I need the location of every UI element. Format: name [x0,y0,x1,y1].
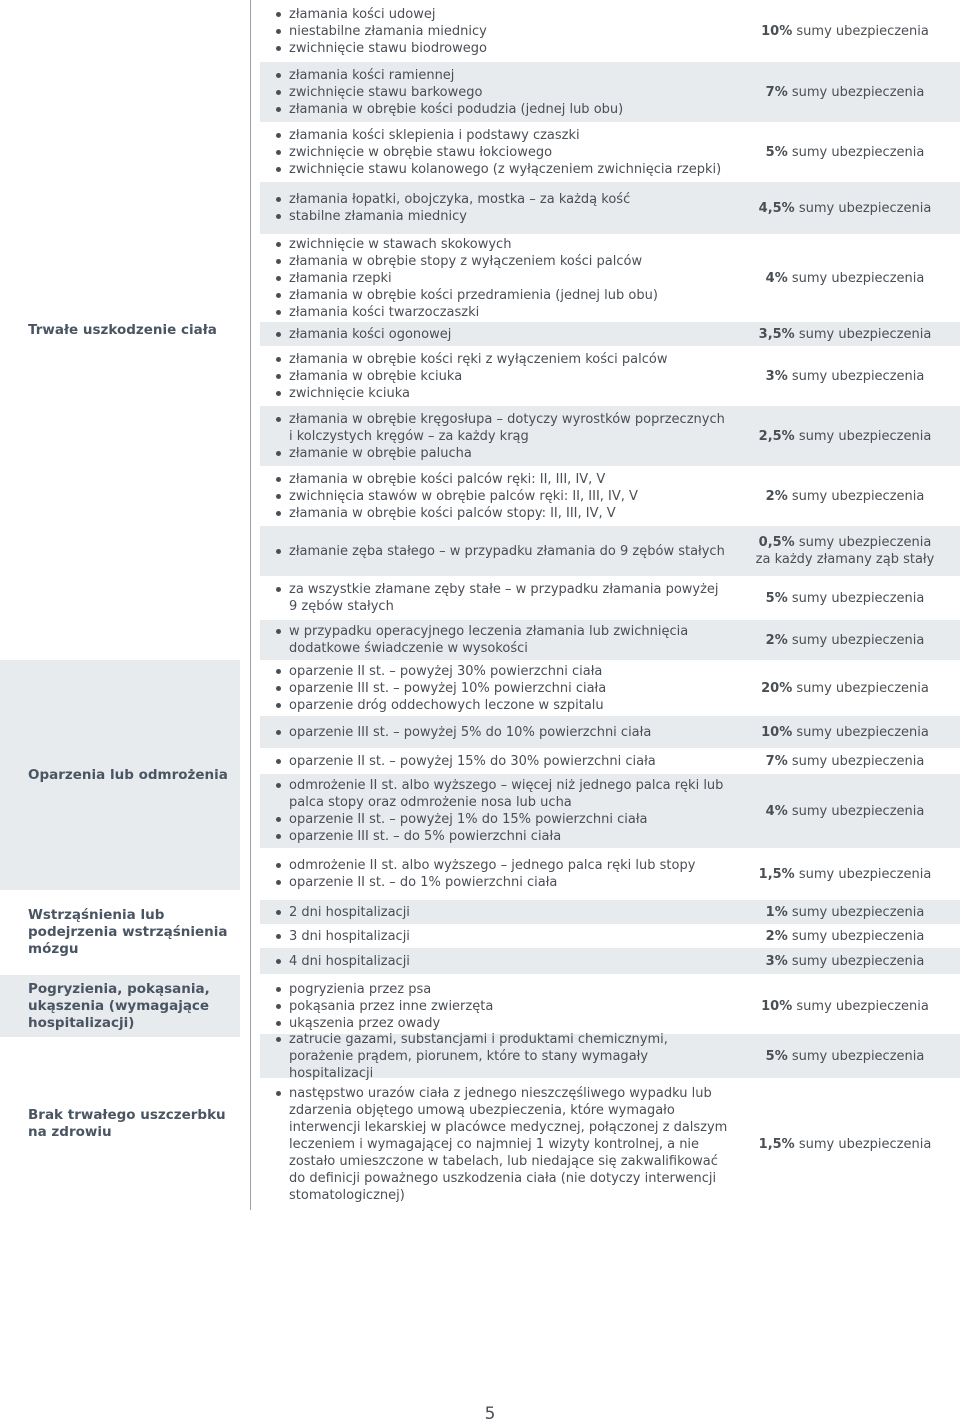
column-divider [250,0,251,1210]
benefit-percent: 4% [765,270,788,286]
injury-item: oparzenie II st. – powyżej 30% powierzchni ciała [276,663,730,680]
benefit-label: sumy ubezpieczenia [791,632,925,648]
benefit-row [260,466,960,526]
injury-item: oparzenie III st. – do 5% powierzchni ciała [276,828,730,845]
benefit-row [260,1031,960,1081]
injury-item: 4 dni hospitalizacji [276,953,730,970]
category-no-permanent-injury: Brak trwałego uszczerbku na zdrowiu [28,1106,226,1140]
benefit-label: sumy ubezpieczenia [791,904,925,920]
injury-item: zwichnięcia stawów w obrębie palców ręki: II, III, IV, V [276,488,730,505]
injury-item: złamania kości ramiennej [276,67,730,84]
benefit-row [260,234,960,322]
page-number: 5 [484,1404,496,1424]
benefit-percent: 1% [765,904,788,920]
injury-list [260,471,730,522]
injury-item: złamania w obrębie kości przedramienia (jednej lub obu) [276,287,730,304]
injury-item: oparzenie II st. – powyżej 15% do 30% powierzchni ciała [276,753,730,770]
injury-item: 3 dni hospitalizacji [276,928,730,945]
benefit-row [260,1078,960,1210]
benefit-label: sumy ubezpieczenia [796,724,929,740]
category-bites: Pogryzienia, pokąsania, ukąszenia (wymagające hospitalizacji) [0,975,240,1037]
benefit-row [260,774,960,848]
benefit-label: sumy ubezpieczenia [791,270,925,286]
injury-item: oparzenie III st. – powyżej 5% do 10% powierzchni ciała [276,724,730,741]
injury-list [260,953,730,970]
injury-item: 2 dni hospitalizacji [276,904,730,921]
benefit-value [730,270,960,287]
benefit-percent: 4,5% [758,200,795,216]
benefit-label: sumy ubezpieczenia [796,23,929,39]
injury-item: złamania w obrębie kości palców stopy: II, III, IV, V [276,505,730,522]
injury-item: złamania łopatki, obojczyka, mostka – za każdą kość [276,191,730,208]
benefit-value [730,23,960,40]
benefit-label: sumy ubezpieczenia [791,488,925,504]
category-permanent-injury: Trwałe uszkodzenie ciała [28,321,217,338]
benefit-row [260,716,960,748]
injury-item: złamanie zęba stałego – w przypadku złamania do 9 zębów stałych [276,543,730,560]
benefit-value [730,488,960,505]
category-concussion: Wstrząśnienia lub podejrzenia wstrząśnienia mózgu [28,907,228,957]
injury-item: pokąsania przez inne zwierzęta [276,998,730,1015]
benefit-percent: 10% [761,998,793,1014]
benefit-value [730,803,960,820]
benefit-row [260,346,960,406]
injury-list [260,326,730,343]
injury-list [260,411,730,462]
benefit-percent: 3,5% [758,326,795,342]
benefit-percent: 1,5% [758,1136,795,1152]
injury-item: złamanie w obrębie palucha [276,445,730,462]
benefit-percent: 2% [765,632,788,648]
benefit-value [730,724,960,741]
benefit-value [730,953,960,970]
injury-item: złamania kości sklepienia i podstawy czaszki [276,127,730,144]
benefit-row [260,122,960,182]
injury-item: złamania w obrębie kręgosłupa – dotyczy wyrostków poprzecznych i kolczystych kręgów – za każdy krąg [276,411,730,445]
benefit-row [260,526,960,576]
benefit-value [730,144,960,161]
injury-list [260,127,730,178]
injury-item: złamania w obrębie kości ręki z wyłączeniem kości palców [276,351,730,368]
benefit-value [730,928,960,945]
benefit-value [730,1136,960,1153]
injury-item: zwichnięcie kciuka [276,385,730,402]
benefit-row [260,848,960,900]
benefit-percent: 7% [765,753,788,769]
injury-list [260,1031,730,1082]
category-burns-frostbite: Oparzenia lub odmrożenia [0,660,240,890]
benefit-percent: 2% [765,928,788,944]
injury-item: złamania kości ogonowej [276,326,730,343]
benefit-label: sumy ubezpieczenia [796,680,929,696]
injury-item: złamania rzepki [276,270,730,287]
benefit-percent: 2% [765,488,788,504]
benefit-label: sumy ubezpieczenia [791,590,925,606]
injury-item: zwichnięcie stawu barkowego [276,84,730,101]
injury-item: złamania w obrębie kciuka [276,368,730,385]
injury-list [260,191,730,225]
benefit-row [260,62,960,122]
injury-item: zwichnięcie stawu biodrowego [276,40,730,57]
benefit-note: za każdy złamany ząb stały [755,552,935,567]
benefit-label: sumy ubezpieczenia [798,1136,932,1152]
benefit-value [730,84,960,101]
injury-item: niestabilne złamania miednicy [276,23,730,40]
injury-item: następstwo urazów ciała z jednego nieszczęśliwego wypadku lub zdarzenia objętego umową ubezpieczenia, które wymagało interwencji lekarskiej w placówce medycznej, połączonej z dalszym leczeniem i wymagającej co najmniej 1 wizyty kontrolnej, a nie zostało umieszczone w tabelach, lub niedające się zakwalifikować do definicji poważnego uszkodzenia ciała (nie dotyczy interwencji stomatologicznej) [276,1085,730,1204]
benefit-percent: 0,5% [758,535,795,550]
benefit-percent: 5% [765,1048,788,1064]
benefit-percent: 7% [765,84,788,100]
benefit-label: sumy ubezpieczenia [796,998,929,1014]
benefit-row [260,322,960,346]
injury-list [260,724,730,741]
benefit-value [730,428,960,445]
benefit-value [730,753,960,770]
benefit-row [260,576,960,620]
benefit-label: sumy ubezpieczenia [798,535,932,550]
benefit-label: sumy ubezpieczenia [791,953,925,969]
benefit-label: sumy ubezpieczenia [791,144,925,160]
benefit-percent: 2,5% [758,428,795,444]
benefit-value [730,632,960,649]
injury-item: oparzenie III st. – powyżej 10% powierzchni ciała [276,680,730,697]
injury-item: złamania w obrębie kości palców ręki: II, III, IV, V [276,471,730,488]
benefit-percent: 3% [765,368,788,384]
injury-list [260,857,730,891]
benefit-percent: 10% [761,23,793,39]
injury-list [260,663,730,714]
benefit-label: sumy ubezpieczenia [791,753,925,769]
injury-list [260,777,730,845]
benefit-value [730,326,960,343]
injury-list [260,543,730,560]
benefit-row [260,978,960,1034]
injury-item: odmrożenie II st. albo wyższego – więcej niż jednego palca ręki lub palca stopy oraz odmrożenie nosa lub ucha [276,777,730,811]
benefit-row [260,948,960,974]
injury-list [260,753,730,770]
benefit-value [730,200,960,217]
benefit-row [260,0,960,62]
injury-item: oparzenie II st. – do 1% powierzchni ciała [276,874,730,891]
benefit-row [260,620,960,660]
benefit-value [730,534,960,568]
injury-item: stabilne złamania miednicy [276,208,730,225]
benefit-value [730,866,960,883]
injury-item: złamania w obrębie stopy z wyłączeniem kości palców [276,253,730,270]
benefit-value [730,590,960,607]
benefit-row [260,182,960,234]
injury-item: w przypadku operacyjnego leczenia złamania lub zwichnięcia dodatkowe świadczenie w wysokości [276,623,730,657]
injury-item: zatrucie gazami, substancjami i produktami chemicznymi, porażenie prądem, piorunem, które to stany wymagały hospitalizacji [276,1031,730,1082]
benefit-percent: 10% [761,724,793,740]
benefit-label: sumy ubezpieczenia [791,803,925,819]
benefit-value [730,998,960,1015]
injury-list [260,351,730,402]
benefit-percent: 1,5% [758,866,795,882]
injury-item: odmrożenie II st. albo wyższego – jednego palca ręki lub stopy [276,857,730,874]
injury-item: złamania kości udowej [276,6,730,23]
benefit-value [730,1048,960,1065]
injury-list [260,6,730,57]
benefit-percent: 5% [765,144,788,160]
injury-item: zwichnięcie stawu kolanowego (z wyłączeniem zwichnięcia rzepki) [276,161,730,178]
benefit-label: sumy ubezpieczenia [798,200,932,216]
benefit-row [260,406,960,466]
injury-list [260,904,730,921]
injury-item: oparzenie dróg oddechowych leczone w szpitalu [276,697,730,714]
injury-item: pogryzienia przez psa [276,981,730,998]
benefit-row [260,900,960,924]
benefit-value [730,680,960,697]
benefit-row [260,660,960,716]
injury-item: ukąszenia przez owady [276,1015,730,1032]
benefit-percent: 5% [765,590,788,606]
injury-list [260,928,730,945]
injury-item: za wszystkie złamane zęby stałe – w przypadku złamania powyżej 9 zębów stałych [276,581,730,615]
injury-item: oparzenie II st. – powyżej 1% do 15% powierzchni ciała [276,811,730,828]
injury-list [260,1085,730,1204]
benefit-percent: 20% [761,680,793,696]
benefit-label: sumy ubezpieczenia [798,326,932,342]
benefit-label: sumy ubezpieczenia [791,368,925,384]
injury-list [260,623,730,657]
benefit-value [730,904,960,921]
benefit-percent: 3% [765,953,788,969]
injury-item: zwichnięcie w stawach skokowych [276,236,730,253]
benefit-row [260,924,960,948]
benefit-label: sumy ubezpieczenia [791,928,925,944]
injury-list [260,981,730,1032]
injury-list [260,581,730,615]
injury-item: złamania w obrębie kości podudzia (jednej lub obu) [276,101,730,118]
injury-list [260,67,730,118]
benefit-label: sumy ubezpieczenia [798,428,932,444]
injury-item: złamania kości twarzoczaszki [276,304,730,321]
benefit-label: sumy ubezpieczenia [791,1048,925,1064]
benefit-percent: 4% [765,803,788,819]
benefit-label: sumy ubezpieczenia [791,84,925,100]
injury-item: zwichnięcie w obrębie stawu łokciowego [276,144,730,161]
benefit-row [260,748,960,774]
injury-list [260,236,730,321]
benefit-label: sumy ubezpieczenia [798,866,932,882]
benefit-value [730,368,960,385]
